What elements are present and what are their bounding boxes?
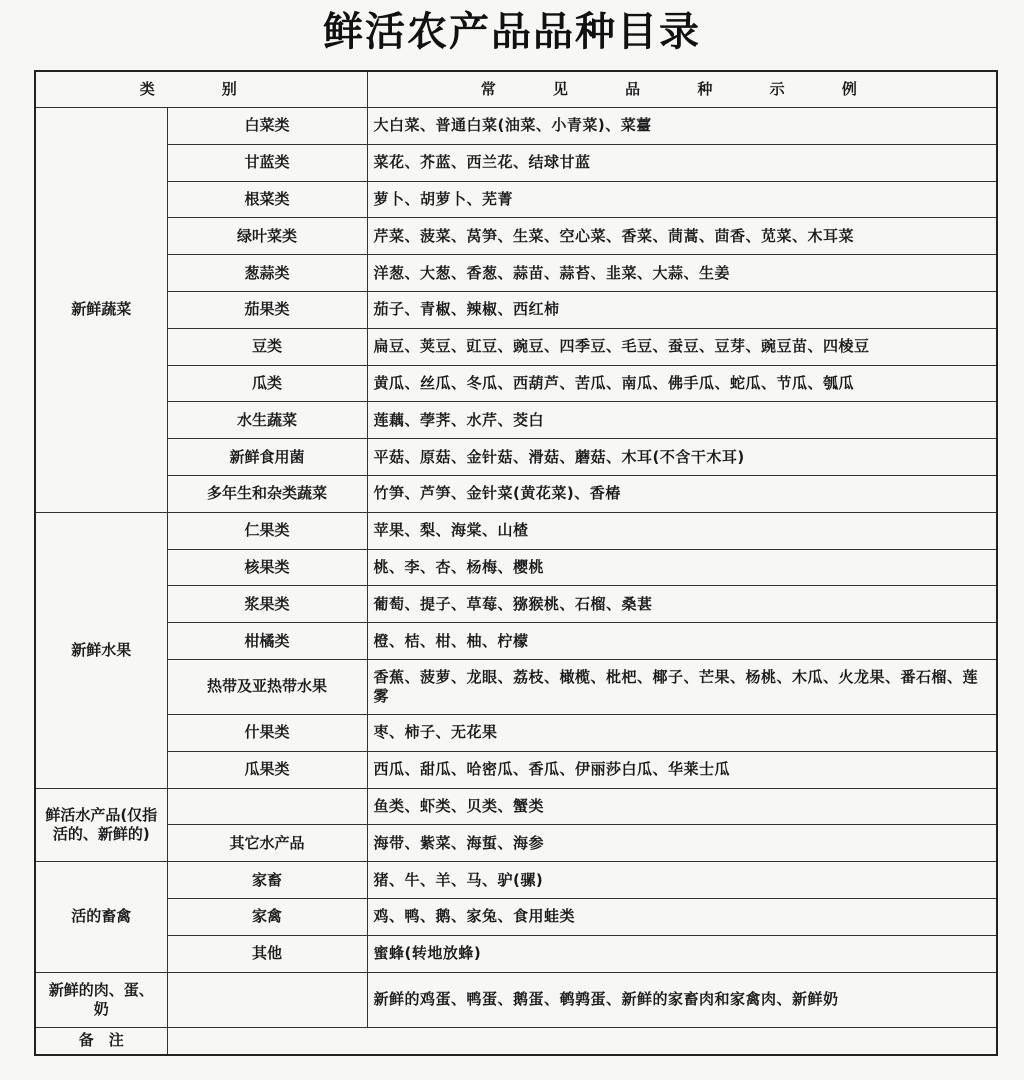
table-row	[35, 549, 997, 586]
examples: 鸡、鸭、鹅、家兔、食用蛙类	[367, 898, 997, 935]
remarks-label: 备 注	[35, 1027, 167, 1055]
table-row	[35, 181, 997, 218]
subcategory: 葱蒜类	[167, 255, 367, 292]
subcategory: 其他	[167, 935, 367, 972]
table-row	[35, 862, 997, 899]
subcategory: 水生蔬菜	[167, 402, 367, 439]
examples: 茄子、青椒、辣椒、西红柿	[367, 291, 997, 328]
table-row	[35, 439, 997, 476]
examples: 洋葱、大葱、香葱、蒜苗、蒜苔、韭菜、大蒜、生姜	[367, 255, 997, 292]
examples: 平菇、原菇、金针菇、滑菇、蘑菇、木耳(不含干木耳)	[367, 439, 997, 476]
table-row	[35, 255, 997, 292]
subcategory: 其它水产品	[167, 825, 367, 862]
category-aquatic: 鲜活水产品(仅指活的、新鲜的)	[35, 788, 167, 862]
table-row	[35, 751, 997, 788]
table-row	[35, 328, 997, 365]
table-row	[35, 108, 997, 145]
table-row	[35, 365, 997, 402]
subcategory: 茄果类	[167, 291, 367, 328]
subcategory: 家畜	[167, 862, 367, 899]
examples: 萝卜、胡萝卜、芜菁	[367, 181, 997, 218]
table-row	[35, 144, 997, 181]
subcategory: 甘蓝类	[167, 144, 367, 181]
subcategory: 什果类	[167, 714, 367, 751]
subcategory	[167, 972, 367, 1027]
table-row	[35, 623, 997, 660]
table-row	[35, 586, 997, 623]
category-livestock: 活的畜禽	[35, 862, 167, 972]
examples: 香蕉、菠萝、龙眼、荔枝、橄榄、枇杷、椰子、芒果、杨桃、木瓜、火龙果、番石榴、莲雾	[367, 659, 997, 714]
header-examples: 常 见 品 种 示 例	[367, 71, 997, 108]
table-row	[35, 825, 997, 862]
header-category: 类 别	[35, 71, 367, 108]
subcategory: 浆果类	[167, 586, 367, 623]
subcategory: 新鲜食用菌	[167, 439, 367, 476]
table-row	[35, 788, 997, 825]
remarks-value	[167, 1027, 997, 1055]
subcategory: 柑橘类	[167, 623, 367, 660]
table-row	[35, 935, 997, 972]
category-vegetables: 新鲜蔬菜	[35, 108, 167, 513]
examples: 莲藕、荸荠、水芹、茭白	[367, 402, 997, 439]
examples: 桃、李、杏、杨梅、樱桃	[367, 549, 997, 586]
subcategory: 白菜类	[167, 108, 367, 145]
examples: 菜花、芥蓝、西兰花、结球甘蓝	[367, 144, 997, 181]
examples: 鱼类、虾类、贝类、蟹类	[367, 788, 997, 825]
table-row	[35, 512, 997, 549]
examples: 猪、牛、羊、马、驴(骡)	[367, 862, 997, 899]
category-meat: 新鲜的肉、蛋、奶	[35, 972, 167, 1027]
examples: 新鲜的鸡蛋、鸭蛋、鹅蛋、鹌鹑蛋、新鲜的家畜肉和家禽肉、新鲜奶	[367, 972, 997, 1027]
subcategory: 仁果类	[167, 512, 367, 549]
table-row	[35, 475, 997, 512]
table-row	[35, 898, 997, 935]
catalog-table	[34, 70, 998, 1056]
page-title: 鲜活农产品品种目录	[323, 9, 701, 55]
examples: 黄瓜、丝瓜、冬瓜、西葫芦、苦瓜、南瓜、佛手瓜、蛇瓜、节瓜、瓠瓜	[367, 365, 997, 402]
subcategory: 瓜类	[167, 365, 367, 402]
subcategory: 豆类	[167, 328, 367, 365]
subcategory: 家禽	[167, 898, 367, 935]
subcategory: 根菜类	[167, 181, 367, 218]
table-row	[35, 972, 997, 1027]
subcategory	[167, 788, 367, 825]
table-row	[35, 714, 997, 751]
subcategory: 热带及亚热带水果	[167, 659, 367, 714]
subcategory: 核果类	[167, 549, 367, 586]
examples: 扁豆、荚豆、豇豆、豌豆、四季豆、毛豆、蚕豆、豆芽、豌豆苗、四棱豆	[367, 328, 997, 365]
subcategory: 绿叶菜类	[167, 218, 367, 255]
subcategory: 多年生和杂类蔬菜	[167, 475, 367, 512]
table-row	[35, 402, 997, 439]
table-row	[35, 218, 997, 255]
examples: 大白菜、普通白菜(油菜、小青菜)、菜薹	[367, 108, 997, 145]
examples: 橙、桔、柑、柚、柠檬	[367, 623, 997, 660]
table-row	[35, 1027, 997, 1055]
examples: 竹笋、芦笋、金针菜(黄花菜)、香椿	[367, 475, 997, 512]
table-row	[35, 291, 997, 328]
examples: 蜜蜂(转地放蜂)	[367, 935, 997, 972]
category-fruits: 新鲜水果	[35, 512, 167, 788]
examples: 海带、紫菜、海蜇、海参	[367, 825, 997, 862]
examples: 葡萄、提子、草莓、猕猴桃、石榴、桑葚	[367, 586, 997, 623]
subcategory: 瓜果类	[167, 751, 367, 788]
examples: 枣、柿子、无花果	[367, 714, 997, 751]
examples: 西瓜、甜瓜、哈密瓜、香瓜、伊丽莎白瓜、华莱士瓜	[367, 751, 997, 788]
examples: 苹果、梨、海棠、山楂	[367, 512, 997, 549]
table-row	[35, 659, 997, 714]
examples: 芹菜、菠菜、莴笋、生菜、空心菜、香菜、茼蒿、茴香、苋菜、木耳菜	[367, 218, 997, 255]
